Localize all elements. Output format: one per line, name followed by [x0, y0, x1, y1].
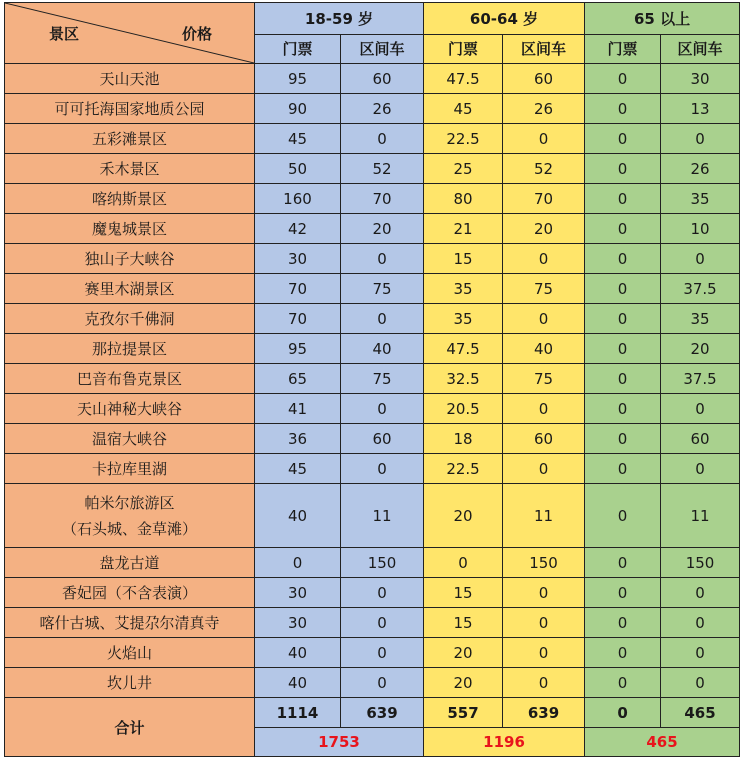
table-row [5, 214, 740, 244]
ticket-price-cell: 20 [424, 668, 503, 698]
shuttle-price-cell: 0 [661, 244, 740, 274]
scenic-area-name: 卡拉库里湖 [5, 454, 255, 484]
shuttle-price-cell: 11 [341, 484, 424, 548]
shuttle-price-cell: 0 [341, 244, 424, 274]
table-row [5, 274, 740, 304]
ticket-price-cell: 0 [585, 64, 661, 94]
ticket-price-cell: 20.5 [424, 394, 503, 424]
diagonal-divider [5, 3, 254, 63]
total-value-cell: 557 [424, 698, 503, 728]
ticket-price-cell: 0 [585, 334, 661, 364]
shuttle-price-cell: 0 [661, 668, 740, 698]
group-sum-cell: 1753 [255, 728, 424, 757]
shuttle-price-cell: 52 [341, 154, 424, 184]
ticket-price-cell: 45 [255, 454, 341, 484]
ticket-price-cell: 0 [585, 394, 661, 424]
ticket-price-cell: 0 [585, 548, 661, 578]
corner-header-cell [5, 3, 255, 64]
ticket-price-table [4, 2, 740, 757]
ticket-price-cell: 22.5 [424, 454, 503, 484]
shuttle-price-cell: 75 [503, 364, 585, 394]
table-row [5, 124, 740, 154]
ticket-price-cell: 45 [424, 94, 503, 124]
shuttle-price-cell: 60 [341, 424, 424, 454]
ticket-price-cell: 0 [585, 454, 661, 484]
ticket-price-cell: 40 [255, 638, 341, 668]
ticket-price-cell: 95 [255, 334, 341, 364]
shuttle-price-cell: 150 [341, 548, 424, 578]
shuttle-header: 区间车 [503, 34, 585, 63]
shuttle-price-cell: 0 [661, 638, 740, 668]
ticket-price-cell: 36 [255, 424, 341, 454]
scenic-area-name: 禾木景区 [5, 154, 255, 184]
ticket-price-cell: 160 [255, 184, 341, 214]
group-sum-cell: 465 [585, 728, 740, 757]
shuttle-price-cell: 0 [661, 394, 740, 424]
ticket-price-cell: 47.5 [424, 334, 503, 364]
shuttle-price-cell: 0 [503, 608, 585, 638]
ticket-price-cell: 15 [424, 244, 503, 274]
ticket-price-cell: 30 [255, 608, 341, 638]
group-header-60-64: 60-64 岁 [424, 3, 585, 35]
shuttle-price-cell: 0 [341, 638, 424, 668]
total-value-cell: 0 [585, 698, 661, 728]
ticket-price-cell: 15 [424, 608, 503, 638]
ticket-price-cell: 45 [255, 124, 341, 154]
scenic-area-name-line1: 帕米尔旅游区 [84, 493, 175, 512]
shuttle-price-cell: 150 [661, 548, 740, 578]
shuttle-price-cell: 37.5 [661, 274, 740, 304]
table-row [5, 64, 740, 94]
ticket-price-cell: 90 [255, 94, 341, 124]
ticket-price-cell: 0 [585, 274, 661, 304]
scenic-area-name: 盘龙古道 [5, 548, 255, 578]
scenic-area-name: 香妃园（不含表演） [5, 578, 255, 608]
shuttle-price-cell: 26 [661, 154, 740, 184]
ticket-price-cell: 0 [585, 154, 661, 184]
shuttle-price-cell: 0 [503, 304, 585, 334]
scenic-area-name: 坎儿井 [5, 668, 255, 698]
ticket-price-cell: 21 [424, 214, 503, 244]
shuttle-price-cell: 0 [503, 244, 585, 274]
table-row [5, 548, 740, 578]
ticket-price-cell: 70 [255, 304, 341, 334]
total-label: 合计 [5, 698, 255, 757]
ticket-price-cell: 0 [585, 424, 661, 454]
shuttle-price-cell: 11 [503, 484, 585, 548]
ticket-price-cell: 0 [424, 548, 503, 578]
shuttle-price-cell: 60 [661, 424, 740, 454]
ticket-price-cell: 80 [424, 184, 503, 214]
ticket-price-cell: 0 [585, 94, 661, 124]
shuttle-price-cell: 70 [341, 184, 424, 214]
scenic-area-name: 喀纳斯景区 [5, 184, 255, 214]
table-row [5, 94, 740, 124]
scenic-area-name: 巴音布鲁克景区 [5, 364, 255, 394]
scenic-area-name: 独山子大峡谷 [5, 244, 255, 274]
shuttle-price-cell: 0 [661, 578, 740, 608]
ticket-price-cell: 32.5 [424, 364, 503, 394]
shuttle-price-cell: 0 [503, 454, 585, 484]
ticket-price-cell: 0 [585, 214, 661, 244]
scenic-area-name-line2: （石头城、金草滩） [61, 519, 197, 538]
shuttle-price-cell: 75 [341, 364, 424, 394]
table-row [5, 454, 740, 484]
shuttle-price-cell: 0 [341, 608, 424, 638]
shuttle-price-cell: 26 [341, 94, 424, 124]
ticket-price-cell: 0 [255, 548, 341, 578]
shuttle-price-cell: 0 [503, 124, 585, 154]
shuttle-price-cell: 20 [503, 214, 585, 244]
shuttle-price-cell: 10 [661, 214, 740, 244]
ticket-price-cell: 41 [255, 394, 341, 424]
shuttle-price-cell: 0 [341, 394, 424, 424]
scenic-area-name: 五彩滩景区 [5, 124, 255, 154]
ticket-price-cell: 50 [255, 154, 341, 184]
shuttle-price-cell: 75 [503, 274, 585, 304]
total-value-cell: 1114 [255, 698, 341, 728]
shuttle-price-cell: 26 [503, 94, 585, 124]
ticket-price-cell: 95 [255, 64, 341, 94]
scenic-area-name: 可可托海国家地质公园 [5, 94, 255, 124]
ticket-price-cell: 18 [424, 424, 503, 454]
shuttle-price-cell: 0 [503, 668, 585, 698]
table-row [5, 578, 740, 608]
shuttle-price-cell: 0 [661, 454, 740, 484]
table-row [5, 424, 740, 454]
shuttle-price-cell: 0 [341, 668, 424, 698]
shuttle-price-cell: 35 [661, 184, 740, 214]
group-sum-cell: 1196 [424, 728, 585, 757]
ticket-price-cell: 35 [424, 274, 503, 304]
shuttle-price-cell: 0 [503, 394, 585, 424]
total-value-cell: 465 [661, 698, 740, 728]
shuttle-price-cell: 35 [661, 304, 740, 334]
shuttle-header: 区间车 [341, 34, 424, 63]
price-header: 价格 [181, 25, 212, 43]
scenic-area-name: 魔鬼城景区 [5, 214, 255, 244]
ticket-price-cell: 0 [585, 244, 661, 274]
shuttle-price-cell: 0 [341, 304, 424, 334]
scenic-area-name: 那拉提景区 [5, 334, 255, 364]
table-row [5, 244, 740, 274]
ticket-price-cell: 0 [585, 484, 661, 548]
scenic-area-name: 天山天池 [5, 64, 255, 94]
shuttle-price-cell: 52 [503, 154, 585, 184]
ticket-price-cell: 20 [424, 638, 503, 668]
shuttle-price-cell: 0 [503, 578, 585, 608]
shuttle-price-cell: 40 [341, 334, 424, 364]
shuttle-header: 区间车 [661, 34, 740, 63]
ticket-price-cell: 30 [255, 578, 341, 608]
shuttle-price-cell: 30 [661, 64, 740, 94]
shuttle-price-cell: 40 [503, 334, 585, 364]
group-header-18-59: 18-59 岁 [255, 3, 424, 35]
ticket-header: 门票 [585, 34, 661, 63]
ticket-price-cell: 0 [585, 124, 661, 154]
scenic-area-name: 天山神秘大峡谷 [5, 394, 255, 424]
shuttle-price-cell: 0 [341, 454, 424, 484]
ticket-price-cell: 40 [255, 484, 341, 548]
ticket-price-cell: 0 [585, 608, 661, 638]
group-header-65-plus: 65 以上 [585, 3, 740, 35]
table-row [5, 154, 740, 184]
scenic-area-name: 克孜尔千佛洞 [5, 304, 255, 334]
total-value-cell: 639 [341, 698, 424, 728]
shuttle-price-cell: 20 [661, 334, 740, 364]
scenic-area-name [5, 484, 255, 548]
scenic-area-name: 赛里木湖景区 [5, 274, 255, 304]
ticket-price-cell: 0 [585, 638, 661, 668]
shuttle-price-cell: 0 [661, 608, 740, 638]
ticket-price-cell: 30 [255, 244, 341, 274]
ticket-price-cell: 0 [585, 184, 661, 214]
table-row [5, 334, 740, 364]
shuttle-price-cell: 13 [661, 94, 740, 124]
ticket-price-cell: 0 [585, 364, 661, 394]
ticket-price-cell: 20 [424, 484, 503, 548]
ticket-price-cell: 25 [424, 154, 503, 184]
table-row [5, 668, 740, 698]
shuttle-price-cell: 60 [503, 64, 585, 94]
shuttle-price-cell: 11 [661, 484, 740, 548]
ticket-header: 门票 [424, 34, 503, 63]
ticket-price-cell: 22.5 [424, 124, 503, 154]
shuttle-price-cell: 60 [503, 424, 585, 454]
ticket-price-cell: 40 [255, 668, 341, 698]
ticket-price-cell: 0 [585, 578, 661, 608]
shuttle-price-cell: 0 [503, 638, 585, 668]
scenic-area-header: 景区 [49, 25, 80, 43]
ticket-price-cell: 47.5 [424, 64, 503, 94]
ticket-price-cell: 70 [255, 274, 341, 304]
table-row [5, 638, 740, 668]
shuttle-price-cell: 75 [341, 274, 424, 304]
ticket-price-cell: 65 [255, 364, 341, 394]
shuttle-price-cell: 60 [341, 64, 424, 94]
ticket-price-cell: 35 [424, 304, 503, 334]
shuttle-price-cell: 150 [503, 548, 585, 578]
table-row [5, 484, 740, 548]
shuttle-price-cell: 20 [341, 214, 424, 244]
scenic-area-name: 温宿大峡谷 [5, 424, 255, 454]
shuttle-price-cell: 37.5 [661, 364, 740, 394]
table-row [5, 364, 740, 394]
shuttle-price-cell: 0 [341, 124, 424, 154]
table-row [5, 304, 740, 334]
table-row [5, 184, 740, 214]
total-value-cell: 639 [503, 698, 585, 728]
ticket-price-cell: 0 [585, 668, 661, 698]
ticket-price-cell: 42 [255, 214, 341, 244]
shuttle-price-cell: 0 [341, 578, 424, 608]
scenic-area-name: 喀什古城、艾提尕尔清真寺 [5, 608, 255, 638]
table-row [5, 394, 740, 424]
shuttle-price-cell: 70 [503, 184, 585, 214]
scenic-area-name: 火焰山 [5, 638, 255, 668]
table-row [5, 608, 740, 638]
shuttle-price-cell: 0 [661, 124, 740, 154]
ticket-price-cell: 0 [585, 304, 661, 334]
ticket-price-cell: 15 [424, 578, 503, 608]
ticket-header: 门票 [255, 34, 341, 63]
total-row [5, 698, 740, 728]
